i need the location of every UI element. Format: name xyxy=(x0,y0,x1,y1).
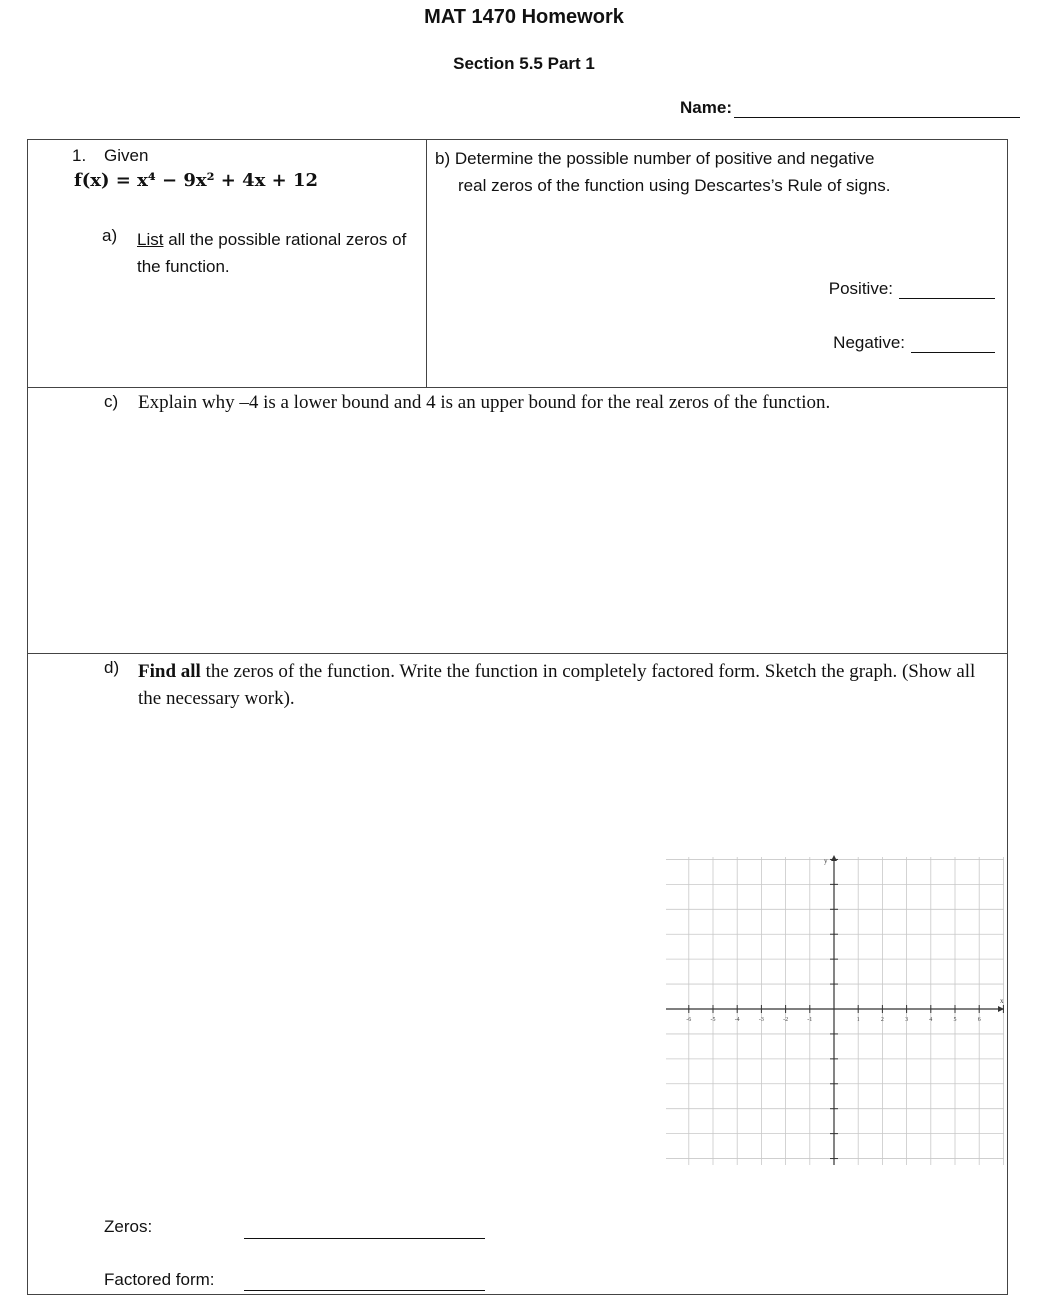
part-a-prompt xyxy=(137,226,407,280)
find-all-bold: Find all xyxy=(138,661,201,682)
negative-answer[interactable] xyxy=(833,333,995,353)
part-a-box xyxy=(27,139,427,388)
name-blank-line[interactable] xyxy=(734,99,1020,118)
x-tick-label: -1 xyxy=(807,1017,813,1023)
part-d-prompt xyxy=(138,658,988,712)
x-axis-label: x xyxy=(1000,997,1004,1005)
axes xyxy=(666,855,1004,1165)
negative-blank-line[interactable] xyxy=(911,336,995,353)
section-subtitle: Section 5.5 Part 1 xyxy=(453,54,595,73)
zeros-blank-line[interactable] xyxy=(244,1238,485,1239)
list-word: List xyxy=(137,230,164,249)
function-expression: f(x) = x⁴ − 9x² + 4x + 12 xyxy=(74,170,319,191)
x-tick-label: -2 xyxy=(783,1017,789,1023)
x-tick-label: 4 xyxy=(929,1017,933,1023)
x-tick-label: -5 xyxy=(710,1017,716,1023)
part-b-box xyxy=(426,139,1008,388)
positive-blank-line[interactable] xyxy=(899,282,995,299)
positive-label: Positive: xyxy=(828,279,893,298)
part-d-box xyxy=(27,653,1008,1295)
part-b-line-2: real zeros of the function using Descartes’s Rule of signs. xyxy=(458,176,891,195)
part-d-letter: d) xyxy=(104,658,120,677)
problem-number: 1. xyxy=(72,146,87,165)
name-label: Name: xyxy=(680,98,732,117)
x-tick-label: 1 xyxy=(856,1017,860,1023)
x-tick-label: 5 xyxy=(953,1017,957,1023)
part-c-box xyxy=(27,387,1008,654)
axis-arrows xyxy=(831,855,1004,1012)
factored-form-blank-line[interactable] xyxy=(244,1290,485,1291)
x-tick-label: 3 xyxy=(905,1017,909,1023)
y-axis-label: y xyxy=(824,857,828,865)
positive-answer[interactable] xyxy=(829,279,995,299)
grid-lines xyxy=(666,857,1004,1165)
x-tick-label: -4 xyxy=(734,1017,740,1023)
name-field[interactable] xyxy=(680,98,1020,118)
part-a-letter: a) xyxy=(102,226,118,245)
zeros-label: Zeros: xyxy=(104,1217,153,1236)
given-label: Given xyxy=(104,146,149,165)
page-title: MAT 1470 Homework xyxy=(424,6,624,28)
part-c-prompt: Explain why –4 is a lower bound and 4 is an upper bound for the real zeros of the function. xyxy=(138,392,831,413)
part-c-letter: c) xyxy=(104,392,119,411)
x-tick-label: 2 xyxy=(880,1017,884,1023)
x-tick-label: -6 xyxy=(686,1017,692,1023)
coordinate-grid[interactable] xyxy=(638,849,1008,1169)
negative-label: Negative: xyxy=(833,333,905,352)
part-a-text: all the possible rational zeros of the function. xyxy=(137,230,407,276)
factored-form-label: Factored form: xyxy=(104,1270,215,1289)
x-tick-label: -3 xyxy=(758,1017,764,1023)
part-b-line-1: b) Determine the possible number of positive and negative xyxy=(435,149,875,168)
part-b-prompt xyxy=(435,145,995,199)
x-tick-label: 6 xyxy=(977,1017,981,1023)
part-d-text: the zeros of the function. Write the function in completely factored form. Sketch the graph. (Show all the necessary work). xyxy=(138,661,976,709)
